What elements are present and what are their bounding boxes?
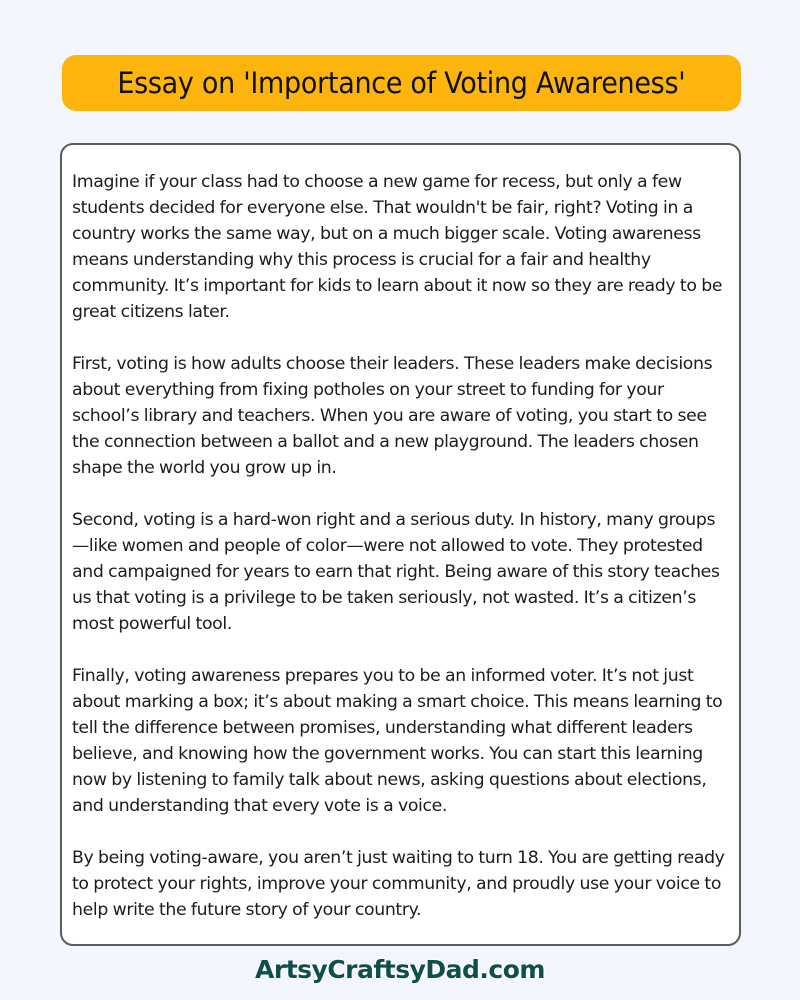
essay-paragraph-first: First, voting is how adults choose their leaders. These leaders make decisions about everything from fixing potholes on your street to funding for your school’s library and teachers. When you are aware of voting, you start to see the connection between a ballot and a new playground. The leaders chosen shape the world you grow up in. [72, 354, 713, 478]
essay-paragraph-conclusion: By being voting-aware, you aren’t just waiting to turn 18. You are getting ready to protect your rights, improve your community, and proudly use your voice to help write the future story of your country. [72, 848, 725, 920]
essay-box [60, 143, 741, 946]
page-title: Essay on 'Importance of Voting Awareness' [117, 66, 686, 100]
title-banner [62, 55, 741, 111]
essay-paragraph-second: Second, voting is a hard-won right and a serious duty. In history, many groups—like women and people of color—were not allowed to vote. They protested and campaigned for years to earn that right. Being aware of this story teaches us that voting is a privilege to be taken seriously, not wasted. It’s a citizen’s most powerful tool. [72, 510, 720, 634]
footer-brand: ArtsyCraftsyDad.com [255, 955, 545, 984]
essay-paragraph-finally: Finally, voting awareness prepares you to be an informed voter. It’s not just about marking a box; it’s about making a smart choice. This means learning to tell the difference between promises, understanding what different leaders believe, and knowing how the government works. You can start this learning now by listening to family talk about news, asking questions about elections, and understanding that every vote is a voice. [72, 666, 723, 816]
essay-paragraph-intro: Imagine if your class had to choose a new game for recess, but only a few students decided for everyone else. That wouldn't be fair, right? Voting in a country works the same way, but on a much bigger scale. Voting awareness means understanding why this process is crucial for a fair and healthy community. It’s important for kids to learn about it now so they are ready to be great citizens later. [72, 172, 723, 322]
